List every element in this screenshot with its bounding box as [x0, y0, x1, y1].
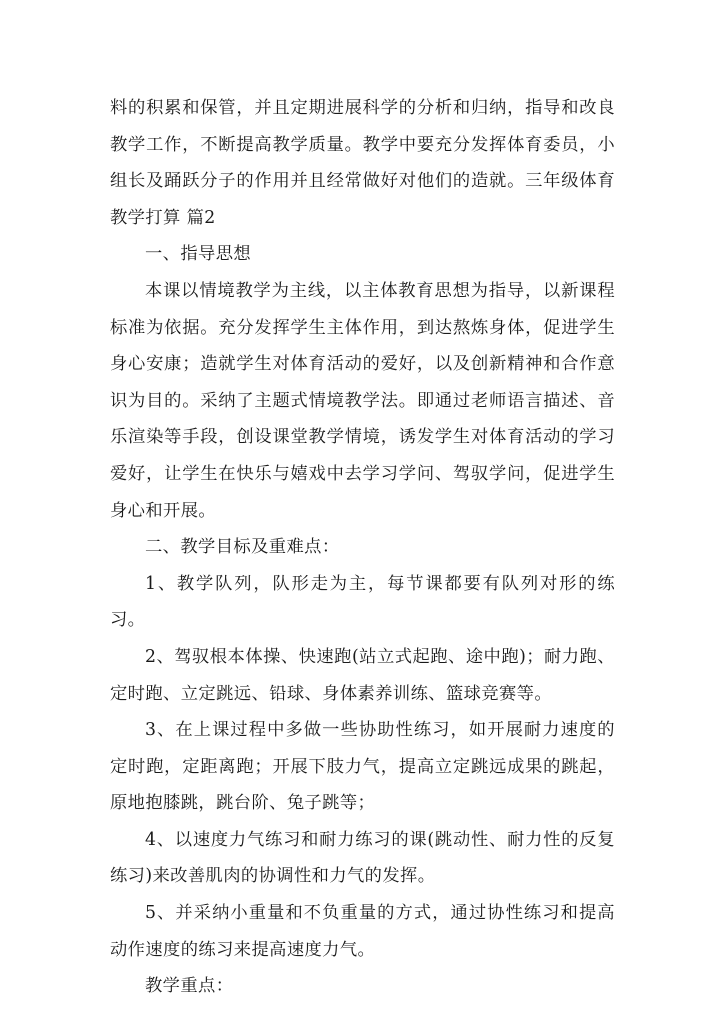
- heading-teaching-goals: 二、教学目标及重难点：: [145, 537, 340, 558]
- list-item-4: 4、以速度力气练习和耐力练习的课(跳动性、耐力性的反复练习)来改善肌肉的协调性和力气的发挥。: [110, 829, 615, 887]
- heading-teaching-focus: 教学重点：: [145, 976, 234, 997]
- paragraph-1: 料的积累和保管，并且定期进展科学的分析和归纳，指导和改良教学工作，不断提高教学质量。教学中要充分发挥体育委员，小组长及踊跃分子的作用并且经常做好对他们的造就。三年级体育教学打算 篇2: [110, 98, 615, 228]
- document-body: [110, 90, 615, 1005]
- list-item-1: 1、教学队列，队形走为主，每节课都要有队列对形的练习。: [110, 573, 615, 631]
- list-item-3: 3、在上课过程中多做一些协助性练习，如开展耐力速度的定时跑，定距离跑；开展下肢力气，提高立定跳远成果的跳起，原地抱膝跳，跳台阶、兔子跳等；: [110, 720, 615, 814]
- heading-guiding-ideology: 一、指导思想: [145, 244, 252, 265]
- paragraph-guiding-ideology: 本课以情境教学为主线，以主体教育思想为指导，以新课程标准为依据。充分发挥学生主体作用，到达熬炼身体，促进学生身心安康；造就学生对体育活动的爱好，以及创新精神和合作意识为目的。采纳了主题式情境教学法。即通过老师语言描述、音乐渲染等手段，创设课堂教学情境，诱发学生对体育活动的学习爱好，让学生在快乐与嬉戏中去学习学问、驾驭学问，促进学生身心和开展。: [110, 280, 615, 521]
- list-item-2: 2、驾驭根本体操、快速跑(站立式起跑、途中跑)；耐力跑、定时跑、立定跳远、铅球、身体素养训练、篮球竞赛等。: [110, 646, 615, 704]
- list-item-5: 5、并采纳小重量和不负重量的方式，通过协性练习和提高动作速度的练习来提高速度力气。: [110, 903, 615, 960]
